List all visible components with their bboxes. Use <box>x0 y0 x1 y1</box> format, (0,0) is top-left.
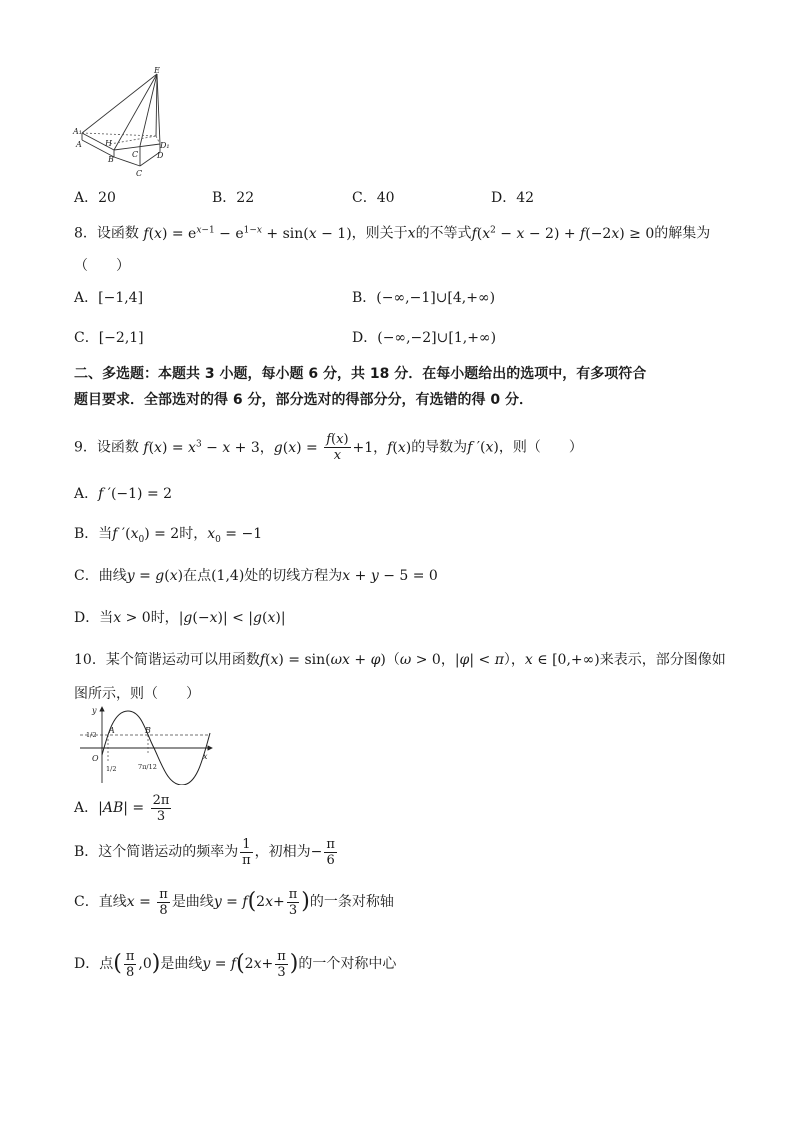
q9-option-c: C．曲线y = g(x)在点(1,4)处的切线方程为x + y − 5 = 0 <box>74 568 438 584</box>
q10-option-c: C．直线x = $\frac{\pi}{8}$ 是曲线y = f(2x+ $\frac{\pi}{3}$ )的一条对称轴 <box>74 886 394 918</box>
q10-option-b: B．这个简谐运动的频率为 $\frac{1}{\pi}$ ，初相为− $\frac{\pi}{6}$ <box>74 836 335 868</box>
q7-option-c: C．40 <box>352 190 395 206</box>
section2-line2: 题目要求．全部选对的得 6 分，部分选对的得部分分，有选错的得 0 分． <box>74 392 533 408</box>
graph-label-B: B <box>145 726 151 735</box>
label-D1: D₁ <box>160 141 170 150</box>
q9-option-a: A．f ′(−1) = 2 <box>74 486 173 502</box>
q9-option-d: D．当x > 0时，|g(−x)| < |g(x)| <box>74 610 286 626</box>
graph-label-x: x <box>203 752 208 761</box>
graph-label-A: A <box>109 726 115 735</box>
graph-label-7pi12: 7π/12 <box>138 763 157 771</box>
section2-line1: 二、多选题：本题共 3 小题，每小题 6 分，共 18 分．在每小题给出的选项中，有多项符合 <box>74 366 647 382</box>
label-A: A <box>76 140 82 149</box>
graph-label-half-x: 1/2 <box>106 765 117 773</box>
graph-label-half-y: 1/2 <box>86 731 97 739</box>
q10-stem: 10．某个简谐运动可以用函数f(x) = sin(ωx + φ)（ω > 0，|φ| < π），x ∈ [0,+∞)来表示，部分图像如 <box>74 652 726 668</box>
q8-option-c: C．[−2,1] <box>74 330 144 346</box>
q8-option-b: B．(−∞,−1]∪[4,+∞) <box>352 290 496 306</box>
q8-option-a: A．[−1,4] <box>74 290 144 306</box>
label-E: E <box>154 66 160 75</box>
label-B: B <box>108 155 114 164</box>
q7-option-a: A．20 <box>74 190 116 206</box>
q9-stem: 9．设函数 $f(x) = x^3 - x + 3$，g(x) = $\frac{f(x)}{x}$ +1，f(x)的导数为f ′(x)，则（ ） <box>74 432 583 464</box>
q10-stem-line2: 图所示，则（ ） <box>74 686 200 702</box>
q7-option-b: B．22 <box>212 190 255 206</box>
q8-stem: 8．设函数 $f(x) = e^{x-1} - e^{1-x} + \sin(x - 1)$，则关于x的不等式$f(x^2 - x - 2) + f(-2x) \ge 0$的解集为 <box>74 225 711 242</box>
q10-option-a: A．|AB| = $\frac{2\pi}{3}$ <box>74 792 170 824</box>
prism-figure <box>72 66 182 182</box>
graph-label-y: y <box>92 706 97 715</box>
label-C: C <box>136 169 143 178</box>
sine-graph <box>72 703 218 785</box>
q8-paren: （ ） <box>74 258 130 274</box>
label-A1: A₁ <box>73 127 82 136</box>
label-C1: C <box>132 150 139 159</box>
q7-option-d: D．42 <box>491 190 535 206</box>
graph-label-O: O <box>92 754 99 763</box>
label-D: D <box>157 151 164 160</box>
q10-option-d: D．点( $\frac{\pi}{8}$ ,0)是曲线y = f(2x+ $\frac{\pi}{3}$ )的一个对称中心 <box>74 948 397 980</box>
q9-option-b: B．当f $'(x_0) = 2$时，$x_0 = -1$ <box>74 526 263 545</box>
label-H: H <box>105 139 112 148</box>
q8-option-d: D．(−∞,−2]∪[1,+∞) <box>352 330 497 346</box>
